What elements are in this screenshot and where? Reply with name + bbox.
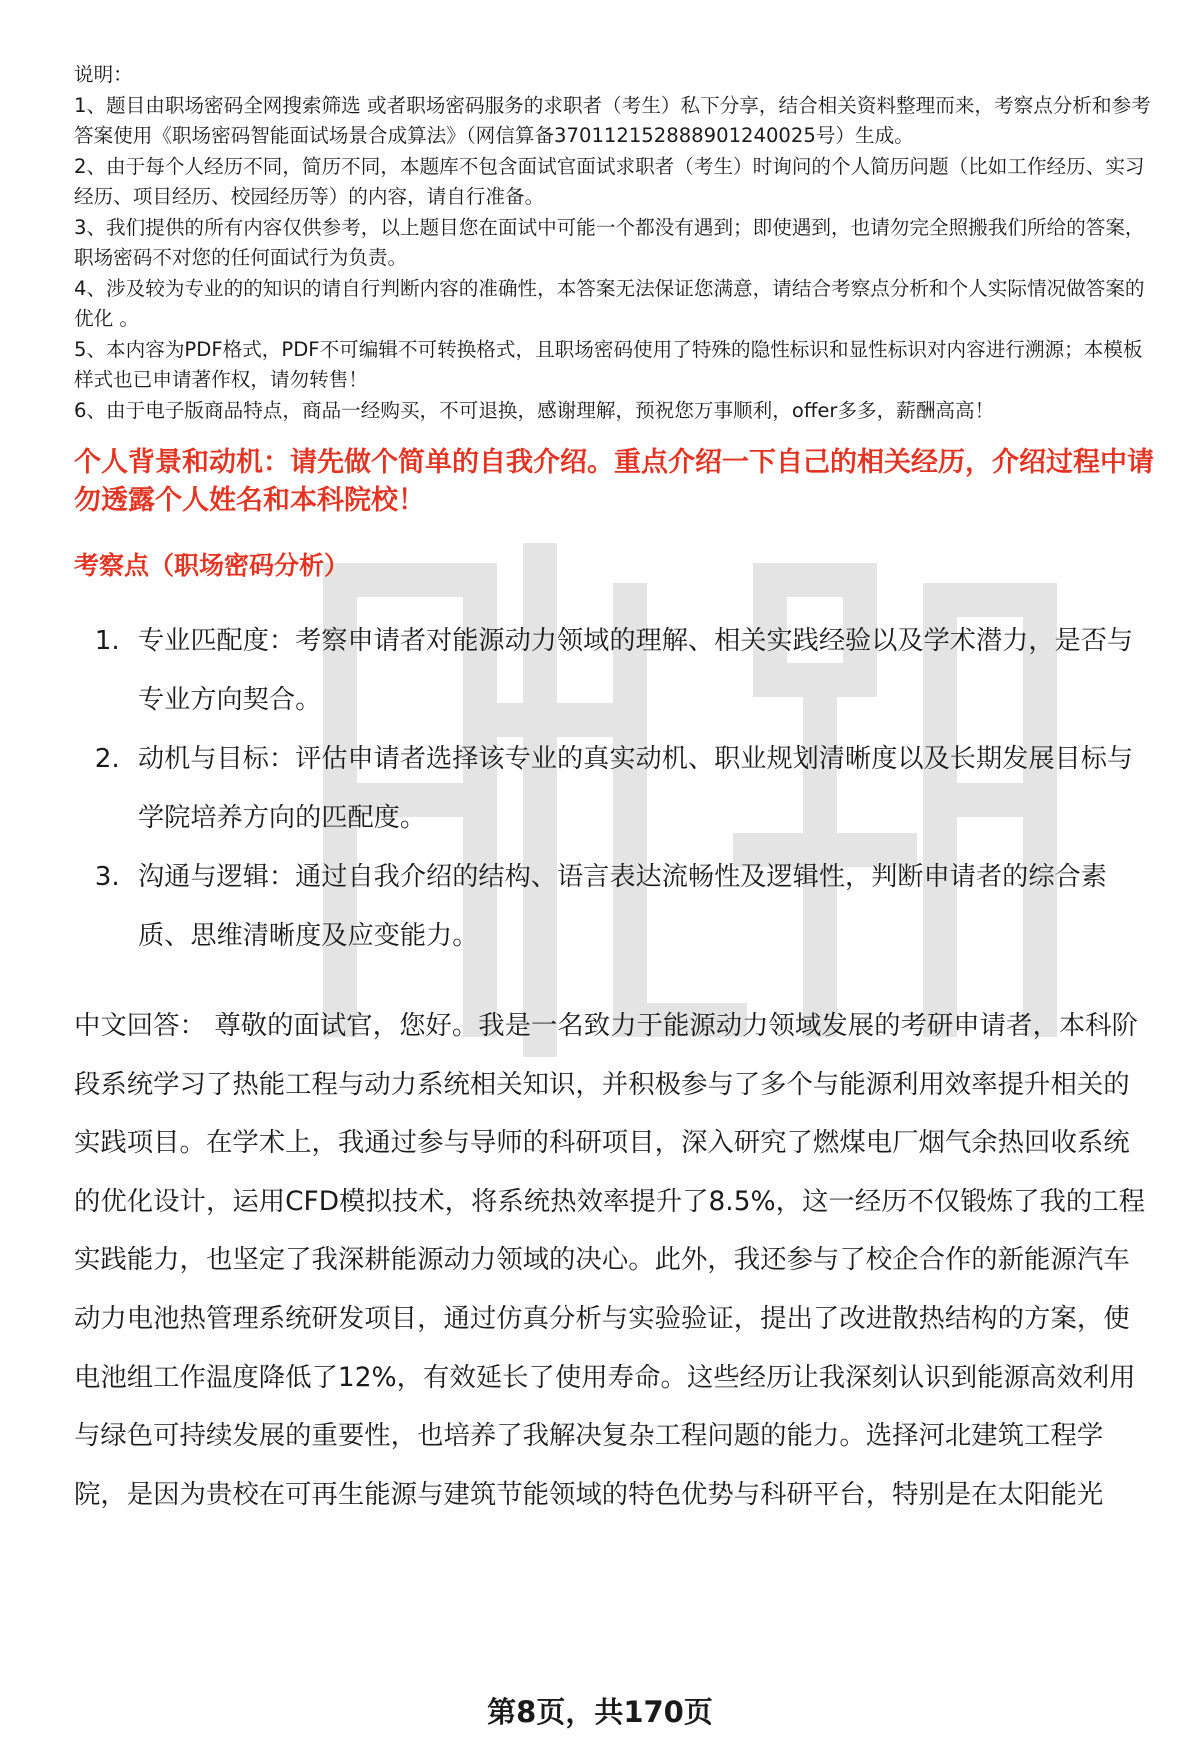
note-item: 3、我们提供的所有内容仅供参考，以上题目您在面试中可能一个都没有遇到；即使遇到，也请勿完全照搬我们所给的答案，职场密码不对您的任何面试行为负责。 — [74, 215, 1145, 269]
question-heading: 个人背景和动机：请先做个简单的自我介绍。重点介绍一下自己的相关经历，介绍过程中请勿透露个人姓名和本科院校！ — [74, 447, 1154, 516]
analysis-point: 1. 专业匹配度：考察申请者对能源动力领域的理解、相关实践经验以及学术潜力，是否与专业方向契合。 — [128, 612, 1154, 730]
analysis-title: 考察点（职场密码分析） — [74, 551, 350, 580]
page-content — [74, 60, 1154, 1524]
analysis-point: 2. 动机与目标：评估申请者选择该专业的真实动机、职业规划清晰度以及长期发展目标与学院培养方向的匹配度。 — [128, 730, 1154, 848]
page-number: 第8页，共170页 — [487, 1695, 713, 1729]
note-item: 6、由于电子版商品特点，商品一经购买，不可退换，感谢理解，预祝您万事顺利，offer多多，薪酬高高！ — [74, 398, 995, 422]
notes-heading: 说明： — [74, 63, 133, 86]
analysis-point: 3. 沟通与逻辑：通过自我介绍的结构、语言表达流畅性及逻辑性，判断申请者的综合素质、思维清晰度及应变能力。 — [128, 848, 1154, 966]
note-item: 2、由于每个人经历不同，简历不同，本题库不包含面试官面试求职者（考生）时询问的个人简历问题（比如工作经历、实习经历、项目经历、校园经历等）的内容，请自行准备。 — [74, 154, 1145, 208]
notes-block — [74, 60, 1154, 426]
note-item: 5、本内容为PDF格式，PDF不可编辑不可转换格式，且职场密码使用了特殊的隐性标识和显性标识对内容进行溯源；本模板样式也已申请著作权，请勿转售！ — [74, 337, 1143, 391]
answer-text: 中文回答： 尊敬的面试官，您好。我是一名致力于能源动力领域发展的考研申请者，本科阶段系统学习了热能工程与动力系统相关知识，并积极参与了多个与能源利用效率提升相关的实践项目。在学术上，我通过参与导师的科研项目，深入研究了燃煤电厂烟气余热回收系统的优化设计，运用CFD模拟技术，将系统热效率提升了8.5%，这一经历不仅锻炼了我的工程实践能力，也坚定了我深耕能源动力领域的决心。此外，我还参与了校企合作的新能源汽车动力电池热管理系统研发项目，通过仿真分析与实验验证，提出了改进散热结构的方案，使电池组工作温度降低了12%，有效延长了使用寿命。这些经历让我深刻认识到能源高效利用与绿色可持续发展的重要性，也培养了我解决复杂工程问题的能力。选择河北建筑工程学院，是因为贵校在可再生能源与建筑节能领域的特色优势与科研平台，特别是在太阳能光 — [74, 1010, 1146, 1510]
note-item: 4、涉及较为专业的的知识的请自行判断内容的准确性，本答案无法保证您满意，请结合考察点分析和个人实际情况做答案的优化 。 — [74, 276, 1145, 330]
analysis-points — [74, 612, 1154, 966]
note-item: 1、题目由职场密码全网搜索筛选 或者职场密码服务的求职者（考生）私下分享，结合相关资料整理而来，考察点分析和参考答案使用《职场密码智能面试场景合成算法》（网信算备370112152888901240025号）生成。 — [74, 93, 1151, 147]
